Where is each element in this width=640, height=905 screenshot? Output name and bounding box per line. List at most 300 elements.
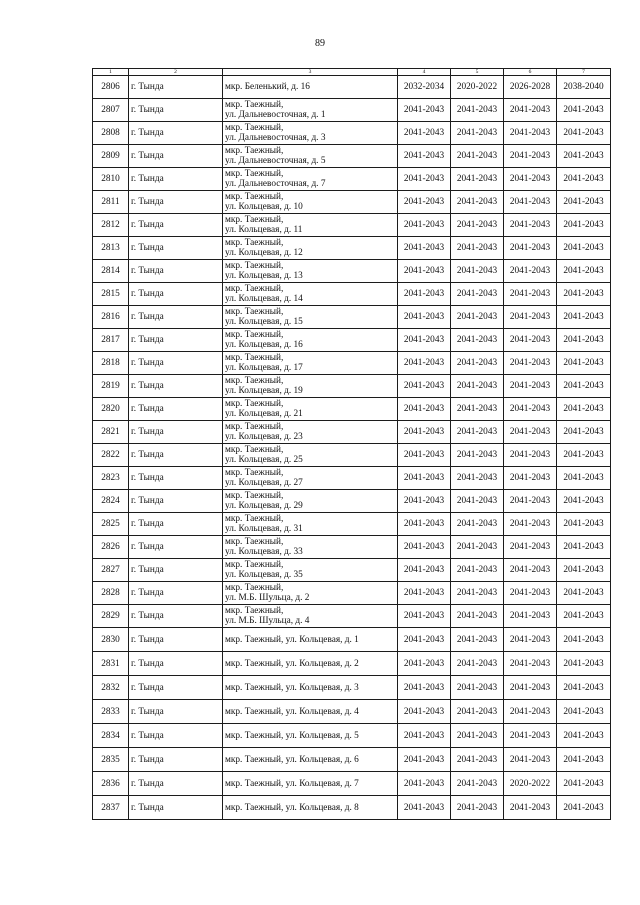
city-cell: г. Тында bbox=[129, 582, 223, 605]
period-cell: 2041-2043 bbox=[504, 582, 557, 605]
address-line: мкр. Таежный, ул. Кольцевая, д. 4 bbox=[225, 706, 359, 717]
table-row bbox=[93, 260, 611, 283]
address-line: мкр. Таежный, bbox=[225, 376, 284, 386]
row-number-cell: 2820 bbox=[93, 398, 129, 421]
address-line: мкр. Таежный, ул. Кольцевая, д. 3 bbox=[225, 682, 359, 693]
city-cell: г. Тында bbox=[129, 237, 223, 260]
period-cell: 2041-2043 bbox=[557, 513, 611, 536]
period-cell: 2041-2043 bbox=[398, 375, 451, 398]
period-cell: 2041-2043 bbox=[398, 582, 451, 605]
row-number-cell: 2829 bbox=[93, 605, 129, 628]
address-line: ул. Кольцевая, д. 33 bbox=[225, 547, 303, 557]
period-cell: 2041-2043 bbox=[398, 700, 451, 724]
row-number-cell: 2807 bbox=[93, 99, 129, 122]
address-cell bbox=[223, 329, 398, 352]
address-cell bbox=[223, 76, 398, 99]
table-row bbox=[93, 652, 611, 676]
city-cell: г. Тында bbox=[129, 605, 223, 628]
table-row bbox=[93, 375, 611, 398]
table-row bbox=[93, 283, 611, 306]
period-cell: 2041-2043 bbox=[398, 490, 451, 513]
table-row bbox=[93, 352, 611, 375]
address-cell bbox=[223, 444, 398, 467]
address-line: мкр. Таежный, bbox=[225, 192, 284, 202]
period-cell: 2041-2043 bbox=[451, 467, 504, 490]
period-cell: 2041-2043 bbox=[504, 421, 557, 444]
address-cell bbox=[223, 260, 398, 283]
period-cell: 2041-2043 bbox=[504, 398, 557, 421]
city-cell: г. Тында bbox=[129, 99, 223, 122]
period-cell: 2041-2043 bbox=[451, 748, 504, 772]
row-number-cell: 2808 bbox=[93, 122, 129, 145]
row-number-cell: 2835 bbox=[93, 748, 129, 772]
period-cell: 2041-2043 bbox=[451, 398, 504, 421]
address-line: мкр. Таежный, ул. Кольцевая, д. 5 bbox=[225, 730, 359, 741]
table-row bbox=[93, 122, 611, 145]
address-line: мкр. Таежный, bbox=[225, 261, 284, 271]
period-cell: 2041-2043 bbox=[557, 467, 611, 490]
address-cell bbox=[223, 283, 398, 306]
period-cell: 2041-2043 bbox=[504, 652, 557, 676]
address-line: мкр. Таежный, bbox=[225, 606, 284, 616]
address-line: ул. Кольцевая, д. 12 bbox=[225, 248, 303, 258]
address-cell bbox=[223, 467, 398, 490]
period-cell: 2041-2043 bbox=[504, 748, 557, 772]
period-cell: 2041-2043 bbox=[504, 796, 557, 820]
period-cell: 2041-2043 bbox=[398, 676, 451, 700]
address-line: мкр. Таежный, bbox=[225, 284, 284, 294]
row-number-cell: 2824 bbox=[93, 490, 129, 513]
address-line: ул. Кольцевая, д. 21 bbox=[225, 409, 303, 419]
period-cell: 2041-2043 bbox=[504, 122, 557, 145]
table-row bbox=[93, 191, 611, 214]
city-cell: г. Тында bbox=[129, 490, 223, 513]
address-cell bbox=[223, 559, 398, 582]
address-line: мкр. Таежный, bbox=[225, 238, 284, 248]
period-cell: 2041-2043 bbox=[398, 214, 451, 237]
column-number: 1 bbox=[93, 69, 129, 76]
address-cell bbox=[223, 490, 398, 513]
row-number-cell: 2834 bbox=[93, 724, 129, 748]
row-number-cell: 2822 bbox=[93, 444, 129, 467]
table-row bbox=[93, 772, 611, 796]
city-cell: г. Тында bbox=[129, 214, 223, 237]
table-row bbox=[93, 421, 611, 444]
period-cell: 2041-2043 bbox=[504, 168, 557, 191]
column-number: 6 bbox=[504, 69, 557, 76]
address-cell bbox=[223, 352, 398, 375]
address-line: ул. М.Б. Шульца, д. 2 bbox=[225, 593, 310, 603]
column-number: 4 bbox=[398, 69, 451, 76]
address-line: ул. М.Б. Шульца, д. 4 bbox=[225, 616, 310, 626]
address-line: ул. Кольцевая, д. 17 bbox=[225, 363, 303, 373]
city-cell: г. Тында bbox=[129, 283, 223, 306]
period-cell: 2041-2043 bbox=[451, 237, 504, 260]
period-cell: 2041-2043 bbox=[504, 145, 557, 168]
address-line: мкр. Таежный, bbox=[225, 399, 284, 409]
table-row bbox=[93, 748, 611, 772]
register-table bbox=[92, 68, 611, 820]
city-cell: г. Тында bbox=[129, 513, 223, 536]
period-cell: 2041-2043 bbox=[398, 652, 451, 676]
table-row bbox=[93, 676, 611, 700]
address-line: мкр. Таежный, bbox=[225, 468, 284, 478]
period-cell: 2041-2043 bbox=[451, 796, 504, 820]
period-cell: 2041-2043 bbox=[398, 444, 451, 467]
address-cell bbox=[223, 513, 398, 536]
row-number-cell: 2828 bbox=[93, 582, 129, 605]
period-cell: 2041-2043 bbox=[557, 628, 611, 652]
address-line: ул. Дальневосточная, д. 3 bbox=[225, 133, 326, 143]
table-row bbox=[93, 513, 611, 536]
table-row bbox=[93, 536, 611, 559]
address-line: мкр. Таежный, bbox=[225, 100, 284, 110]
period-cell: 2041-2043 bbox=[398, 99, 451, 122]
row-number-cell: 2832 bbox=[93, 676, 129, 700]
period-cell: 2041-2043 bbox=[557, 772, 611, 796]
city-cell: г. Тында bbox=[129, 559, 223, 582]
address-line: мкр. Таежный, ул. Кольцевая, д. 1 bbox=[225, 634, 359, 645]
period-cell: 2041-2043 bbox=[557, 168, 611, 191]
period-cell: 2041-2043 bbox=[504, 513, 557, 536]
table-row bbox=[93, 582, 611, 605]
period-cell: 2041-2043 bbox=[398, 772, 451, 796]
city-cell: г. Тында bbox=[129, 421, 223, 444]
period-cell: 2041-2043 bbox=[398, 628, 451, 652]
period-cell: 2041-2043 bbox=[451, 700, 504, 724]
period-cell: 2041-2043 bbox=[557, 582, 611, 605]
city-cell: г. Тында bbox=[129, 772, 223, 796]
period-cell: 2041-2043 bbox=[398, 421, 451, 444]
address-line: мкр. Беленький, д. 16 bbox=[225, 82, 310, 92]
period-cell: 2041-2043 bbox=[504, 444, 557, 467]
period-cell: 2041-2043 bbox=[451, 772, 504, 796]
table-row bbox=[93, 398, 611, 421]
address-line: ул. Кольцевая, д. 15 bbox=[225, 317, 303, 327]
city-cell: г. Тында bbox=[129, 676, 223, 700]
period-cell: 2041-2043 bbox=[557, 398, 611, 421]
period-cell: 2041-2043 bbox=[451, 283, 504, 306]
period-cell: 2041-2043 bbox=[557, 559, 611, 582]
table-row bbox=[93, 444, 611, 467]
table-row bbox=[93, 796, 611, 820]
table-row bbox=[93, 605, 611, 628]
period-cell: 2041-2043 bbox=[451, 122, 504, 145]
address-line: мкр. Таежный, bbox=[225, 307, 284, 317]
row-number-cell: 2815 bbox=[93, 283, 129, 306]
column-number: 2 bbox=[129, 69, 223, 76]
row-number-cell: 2823 bbox=[93, 467, 129, 490]
city-cell: г. Тында bbox=[129, 122, 223, 145]
city-cell: г. Тында bbox=[129, 467, 223, 490]
table-row bbox=[93, 628, 611, 652]
period-cell: 2041-2043 bbox=[398, 467, 451, 490]
period-cell: 2041-2043 bbox=[504, 490, 557, 513]
period-cell: 2041-2043 bbox=[451, 676, 504, 700]
address-cell bbox=[223, 398, 398, 421]
table-row bbox=[93, 700, 611, 724]
address-line: ул. Кольцевая, д. 35 bbox=[225, 570, 303, 580]
period-cell: 2041-2043 bbox=[504, 700, 557, 724]
address-cell bbox=[223, 168, 398, 191]
city-cell: г. Тында bbox=[129, 260, 223, 283]
address-line: мкр. Таежный, ул. Кольцевая, д. 8 bbox=[225, 802, 359, 813]
period-cell: 2041-2043 bbox=[557, 724, 611, 748]
address-line: ул. Кольцевая, д. 27 bbox=[225, 478, 303, 488]
address-cell bbox=[223, 191, 398, 214]
period-cell: 2041-2043 bbox=[504, 260, 557, 283]
period-cell: 2041-2043 bbox=[557, 214, 611, 237]
table-body bbox=[93, 69, 611, 820]
period-cell: 2041-2043 bbox=[557, 375, 611, 398]
address-cell bbox=[223, 99, 398, 122]
period-cell: 2041-2043 bbox=[398, 168, 451, 191]
address-line: мкр. Таежный, bbox=[225, 491, 284, 501]
period-cell: 2041-2043 bbox=[451, 352, 504, 375]
city-cell: г. Тында bbox=[129, 352, 223, 375]
period-cell: 2041-2043 bbox=[398, 306, 451, 329]
address-line: ул. Дальневосточная, д. 5 bbox=[225, 156, 326, 166]
address-cell bbox=[223, 536, 398, 559]
period-cell: 2041-2043 bbox=[504, 191, 557, 214]
period-cell: 2041-2043 bbox=[557, 352, 611, 375]
address-cell bbox=[223, 214, 398, 237]
row-number-cell: 2836 bbox=[93, 772, 129, 796]
period-cell: 2041-2043 bbox=[504, 237, 557, 260]
row-number-cell: 2821 bbox=[93, 421, 129, 444]
address-line: ул. Кольцевая, д. 14 bbox=[225, 294, 303, 304]
period-cell: 2041-2043 bbox=[398, 260, 451, 283]
period-cell: 2041-2043 bbox=[504, 536, 557, 559]
period-cell: 2041-2043 bbox=[398, 724, 451, 748]
city-cell: г. Тында bbox=[129, 700, 223, 724]
address-cell bbox=[223, 796, 398, 820]
city-cell: г. Тында bbox=[129, 375, 223, 398]
address-line: мкр. Таежный, bbox=[225, 445, 284, 455]
address-line: ул. Кольцевая, д. 25 bbox=[225, 455, 303, 465]
row-number-cell: 2825 bbox=[93, 513, 129, 536]
table-row bbox=[93, 214, 611, 237]
period-cell: 2041-2043 bbox=[557, 700, 611, 724]
table-row bbox=[93, 467, 611, 490]
period-cell: 2041-2043 bbox=[451, 214, 504, 237]
table-row bbox=[93, 237, 611, 260]
period-cell: 2020-2022 bbox=[451, 76, 504, 99]
row-number-cell: 2833 bbox=[93, 700, 129, 724]
period-cell: 2041-2043 bbox=[451, 652, 504, 676]
period-cell: 2020-2022 bbox=[504, 772, 557, 796]
address-line: мкр. Таежный, bbox=[225, 422, 284, 432]
address-cell bbox=[223, 375, 398, 398]
period-cell: 2041-2043 bbox=[451, 260, 504, 283]
period-cell: 2041-2043 bbox=[557, 796, 611, 820]
table-row bbox=[93, 99, 611, 122]
row-number-cell: 2816 bbox=[93, 306, 129, 329]
period-cell: 2041-2043 bbox=[451, 329, 504, 352]
address-line: ул. Кольцевая, д. 19 bbox=[225, 386, 303, 396]
address-cell bbox=[223, 145, 398, 168]
period-cell: 2041-2043 bbox=[398, 122, 451, 145]
address-line: мкр. Таежный, bbox=[225, 123, 284, 133]
period-cell: 2041-2043 bbox=[451, 536, 504, 559]
period-cell: 2041-2043 bbox=[398, 559, 451, 582]
address-line: ул. Кольцевая, д. 16 bbox=[225, 340, 303, 350]
period-cell: 2041-2043 bbox=[398, 605, 451, 628]
address-line: мкр. Таежный, bbox=[225, 353, 284, 363]
city-cell: г. Тында bbox=[129, 306, 223, 329]
address-cell bbox=[223, 421, 398, 444]
period-cell: 2026-2028 bbox=[504, 76, 557, 99]
address-line: мкр. Таежный, bbox=[225, 215, 284, 225]
row-number-cell: 2811 bbox=[93, 191, 129, 214]
period-cell: 2041-2043 bbox=[451, 513, 504, 536]
address-line: ул. Кольцевая, д. 10 bbox=[225, 202, 303, 212]
period-cell: 2041-2043 bbox=[557, 191, 611, 214]
city-cell: г. Тында bbox=[129, 748, 223, 772]
address-cell bbox=[223, 724, 398, 748]
address-line: мкр. Таежный, bbox=[225, 146, 284, 156]
period-cell: 2041-2043 bbox=[451, 306, 504, 329]
address-line: мкр. Таежный, ул. Кольцевая, д. 6 bbox=[225, 754, 359, 765]
period-cell: 2032-2034 bbox=[398, 76, 451, 99]
row-number-cell: 2819 bbox=[93, 375, 129, 398]
address-line: ул. Кольцевая, д. 29 bbox=[225, 501, 303, 511]
row-number-cell: 2827 bbox=[93, 559, 129, 582]
page-number: 89 bbox=[315, 38, 325, 49]
period-cell: 2041-2043 bbox=[557, 444, 611, 467]
period-cell: 2041-2043 bbox=[504, 605, 557, 628]
row-number-cell: 2831 bbox=[93, 652, 129, 676]
address-line: мкр. Таежный, ул. Кольцевая, д. 7 bbox=[225, 778, 359, 789]
period-cell: 2041-2043 bbox=[504, 283, 557, 306]
period-cell: 2041-2043 bbox=[451, 490, 504, 513]
period-cell: 2041-2043 bbox=[504, 352, 557, 375]
period-cell: 2041-2043 bbox=[557, 283, 611, 306]
table-row bbox=[93, 724, 611, 748]
period-cell: 2041-2043 bbox=[504, 214, 557, 237]
address-line: мкр. Таежный, bbox=[225, 560, 284, 570]
row-number-cell: 2813 bbox=[93, 237, 129, 260]
city-cell: г. Тында bbox=[129, 724, 223, 748]
address-line: ул. Кольцевая, д. 11 bbox=[225, 225, 303, 235]
address-cell bbox=[223, 306, 398, 329]
city-cell: г. Тында bbox=[129, 536, 223, 559]
period-cell: 2041-2043 bbox=[557, 421, 611, 444]
period-cell: 2041-2043 bbox=[504, 375, 557, 398]
table-row bbox=[93, 559, 611, 582]
address-line: мкр. Таежный, bbox=[225, 169, 284, 179]
period-cell: 2041-2043 bbox=[398, 352, 451, 375]
period-cell: 2041-2043 bbox=[557, 676, 611, 700]
period-cell: 2041-2043 bbox=[504, 628, 557, 652]
city-cell: г. Тында bbox=[129, 76, 223, 99]
period-cell: 2041-2043 bbox=[504, 99, 557, 122]
period-cell: 2041-2043 bbox=[504, 467, 557, 490]
address-cell bbox=[223, 628, 398, 652]
row-number-cell: 2812 bbox=[93, 214, 129, 237]
period-cell: 2041-2043 bbox=[557, 748, 611, 772]
column-number: 5 bbox=[451, 69, 504, 76]
period-cell: 2041-2043 bbox=[557, 536, 611, 559]
period-cell: 2041-2043 bbox=[398, 536, 451, 559]
address-cell bbox=[223, 676, 398, 700]
period-cell: 2041-2043 bbox=[557, 99, 611, 122]
period-cell: 2041-2043 bbox=[451, 628, 504, 652]
city-cell: г. Тында bbox=[129, 168, 223, 191]
address-cell bbox=[223, 582, 398, 605]
address-line: ул. Кольцевая, д. 31 bbox=[225, 524, 303, 534]
address-line: ул. Дальневосточная, д. 1 bbox=[225, 110, 326, 120]
row-number-cell: 2806 bbox=[93, 76, 129, 99]
period-cell: 2041-2043 bbox=[451, 375, 504, 398]
period-cell: 2041-2043 bbox=[398, 748, 451, 772]
row-number-cell: 2837 bbox=[93, 796, 129, 820]
period-cell: 2041-2043 bbox=[504, 559, 557, 582]
period-cell: 2041-2043 bbox=[504, 676, 557, 700]
address-cell bbox=[223, 652, 398, 676]
period-cell: 2041-2043 bbox=[451, 168, 504, 191]
period-cell: 2041-2043 bbox=[504, 329, 557, 352]
city-cell: г. Тында bbox=[129, 191, 223, 214]
period-cell: 2041-2043 bbox=[557, 329, 611, 352]
table-row bbox=[93, 145, 611, 168]
period-cell: 2041-2043 bbox=[398, 513, 451, 536]
column-number: 7 bbox=[557, 69, 611, 76]
city-cell: г. Тында bbox=[129, 796, 223, 820]
period-cell: 2041-2043 bbox=[398, 191, 451, 214]
row-number-cell: 2810 bbox=[93, 168, 129, 191]
period-cell: 2038-2040 bbox=[557, 76, 611, 99]
period-cell: 2041-2043 bbox=[557, 306, 611, 329]
row-number-cell: 2818 bbox=[93, 352, 129, 375]
period-cell: 2041-2043 bbox=[557, 490, 611, 513]
period-cell: 2041-2043 bbox=[398, 398, 451, 421]
table-row bbox=[93, 76, 611, 99]
row-number-cell: 2826 bbox=[93, 536, 129, 559]
city-cell: г. Тында bbox=[129, 628, 223, 652]
address-line: мкр. Таежный, bbox=[225, 537, 284, 547]
period-cell: 2041-2043 bbox=[398, 237, 451, 260]
address-line: мкр. Таежный, bbox=[225, 330, 284, 340]
period-cell: 2041-2043 bbox=[451, 145, 504, 168]
period-cell: 2041-2043 bbox=[557, 652, 611, 676]
city-cell: г. Тында bbox=[129, 398, 223, 421]
address-line: мкр. Таежный, bbox=[225, 514, 284, 524]
period-cell: 2041-2043 bbox=[398, 283, 451, 306]
table-row bbox=[93, 168, 611, 191]
table-row bbox=[93, 306, 611, 329]
period-cell: 2041-2043 bbox=[557, 237, 611, 260]
address-cell bbox=[223, 605, 398, 628]
row-number-cell: 2814 bbox=[93, 260, 129, 283]
period-cell: 2041-2043 bbox=[451, 191, 504, 214]
period-cell: 2041-2043 bbox=[504, 306, 557, 329]
row-number-cell: 2830 bbox=[93, 628, 129, 652]
city-cell: г. Тында bbox=[129, 652, 223, 676]
period-cell: 2041-2043 bbox=[398, 796, 451, 820]
address-line: мкр. Таежный, bbox=[225, 583, 284, 593]
address-cell bbox=[223, 700, 398, 724]
period-cell: 2041-2043 bbox=[451, 421, 504, 444]
period-cell: 2041-2043 bbox=[451, 559, 504, 582]
address-cell bbox=[223, 748, 398, 772]
city-cell: г. Тында bbox=[129, 329, 223, 352]
period-cell: 2041-2043 bbox=[557, 145, 611, 168]
period-cell: 2041-2043 bbox=[398, 329, 451, 352]
city-cell: г. Тында bbox=[129, 145, 223, 168]
address-line: мкр. Таежный, ул. Кольцевая, д. 2 bbox=[225, 658, 359, 669]
period-cell: 2041-2043 bbox=[557, 605, 611, 628]
